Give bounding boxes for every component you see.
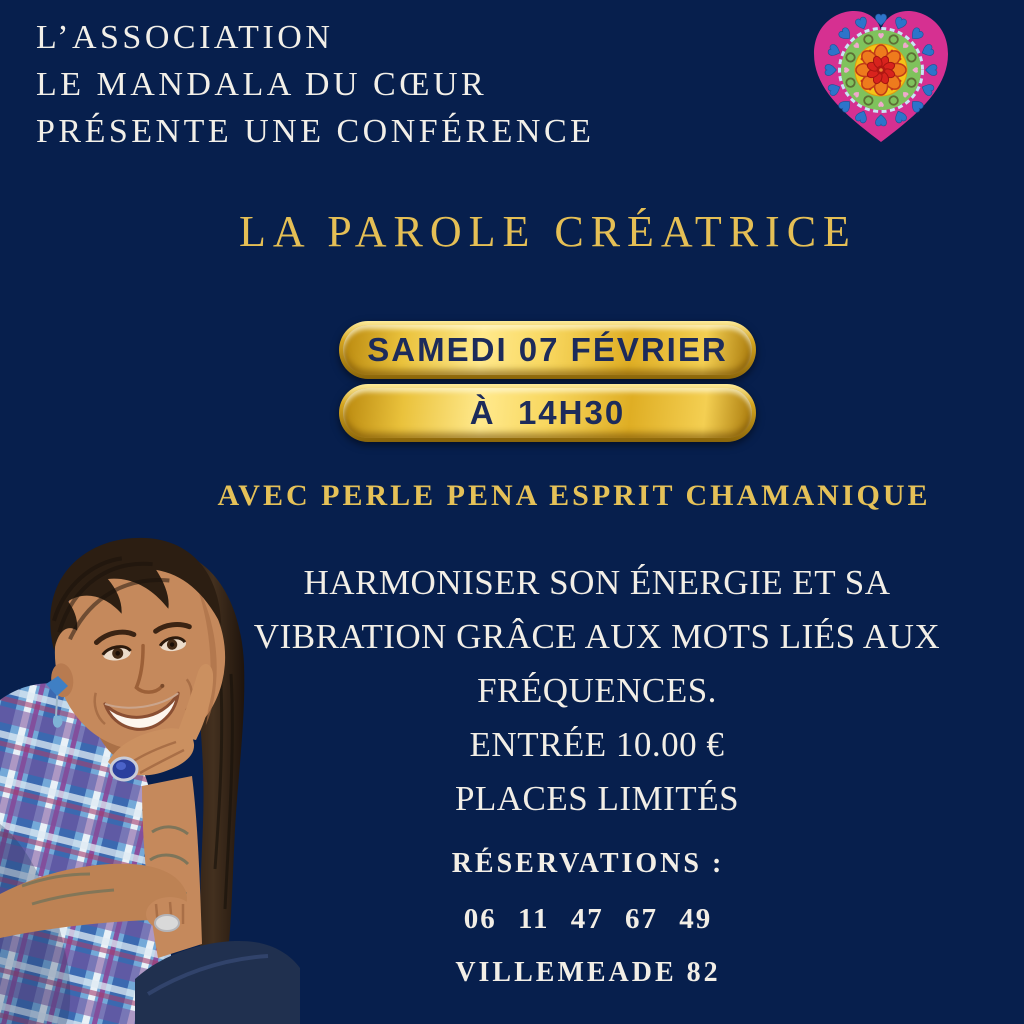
association-line-1: L’ASSOCIATION	[36, 19, 334, 56]
association-header	[36, 14, 594, 155]
speaker-caption: AVEC PERLE PENA ESPRIT CHAMANIQUE	[217, 479, 931, 512]
limited-seats-note: PLACES LIMITÉS	[454, 779, 740, 818]
time-label: À 14H30	[469, 394, 626, 431]
date-banner	[339, 321, 756, 379]
location-label: VILLEMEADE 82	[455, 957, 721, 988]
date-label: SAMEDI 07 FÉVRIER	[367, 331, 728, 368]
description-line-1: HARMONISER SON ÉNERGIE ET SA	[303, 563, 891, 602]
time-banner-plate	[343, 388, 752, 438]
description-line-2: VIBRATION GRÂCE AUX MOTS LIÉS AUX	[253, 617, 941, 656]
heart-mandala-icon	[806, 4, 956, 152]
reservations-label: RÉSERVATIONS :	[451, 848, 725, 879]
conference-title: LA PAROLE CRÉATRICE	[239, 207, 857, 256]
time-banner	[339, 384, 756, 442]
description-line-3: FRÉQUENCES.	[477, 671, 717, 710]
phone-number: 06 11 47 67 49	[463, 903, 713, 935]
association-line-3: PRÉSENTE UNE CONFÉRENCE	[36, 113, 595, 150]
event-description	[185, 556, 1009, 826]
association-line-2: LE MANDALA DU CŒUR	[36, 66, 488, 103]
date-banner-plate	[343, 325, 752, 375]
entry-fee: ENTRÉE 10.00 €	[469, 725, 725, 764]
speaker-portrait-photo	[0, 524, 300, 1024]
